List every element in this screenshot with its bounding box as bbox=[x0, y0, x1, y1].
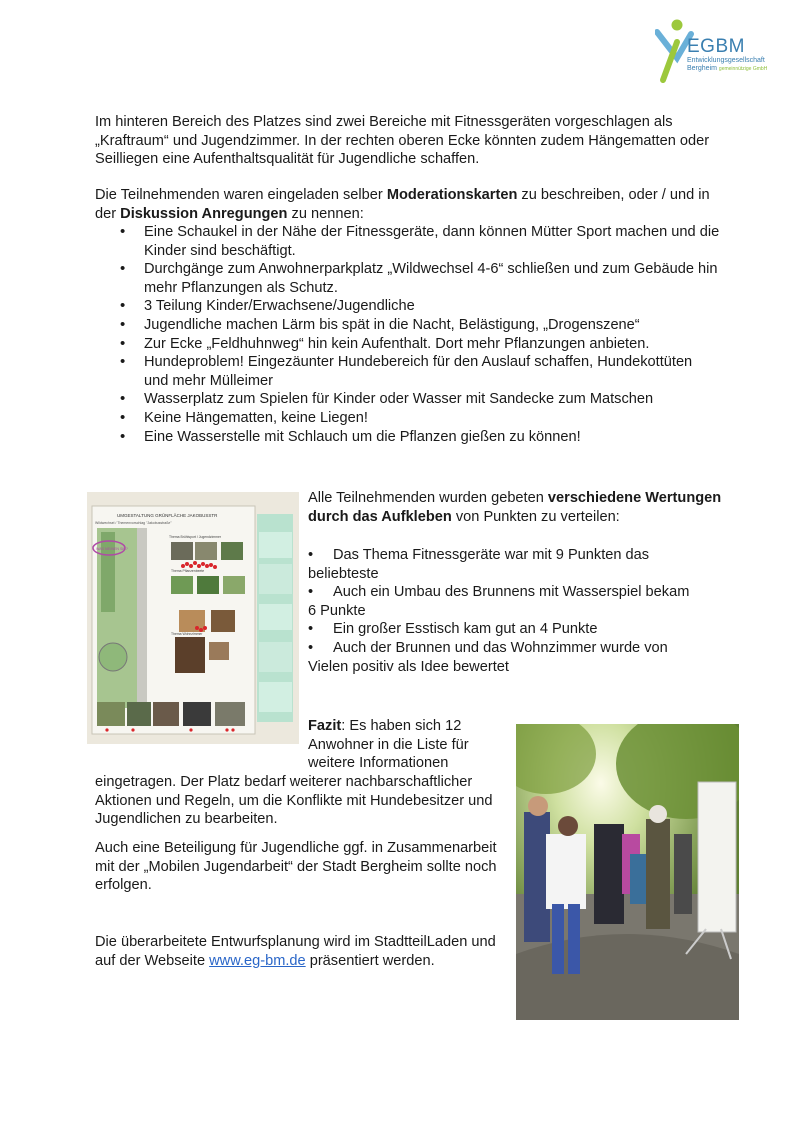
list-item: • Keine Hängematten, keine Liegen! bbox=[120, 409, 720, 428]
poster-subtitle: Wildwechsel / Themenvorschlag "Jakobusstraße" bbox=[95, 521, 172, 525]
logo-line2: Bergheim gemeinnützige GmbH bbox=[687, 65, 768, 72]
logo-line1: Entwicklungsgesellschaft bbox=[687, 57, 765, 64]
poster-sticker: WAS MEINEN SIE? bbox=[96, 547, 128, 551]
list-item: • Wasserplatz zum Spielen für Kinder oder Wasser mit Sandecke zum Matschen bbox=[120, 390, 720, 409]
participants-photo bbox=[516, 724, 739, 1020]
closing-paragraph: Die überarbeitete Entwurfsplanung wird im StadtteilLaden und auf der Webseite www.eg-bm.de präsentiert werden. bbox=[95, 934, 496, 969]
poster-title: UMGESTALTUNG GRÜNFLÄCHE JAKOBUSSTR bbox=[117, 513, 218, 518]
list-item: • Jugendliche machen Lärm bis spät in die Nacht, Belästigung, „Drogenszene“ bbox=[120, 316, 720, 335]
youth-paragraph: Auch eine Beteiligung für Jugendliche ggf. in Zusammenarbeit mit der „Mobilen Jugendarbeit“ der Stadt Bergheim sollte noch erfolgen. bbox=[95, 840, 497, 894]
logo-text bbox=[687, 37, 767, 73]
list-item: • Eine Schaukel in der Nähe der Fitnessgeräte, dann können Mütter Sport machen und die Kinder sind beschäftigt. bbox=[120, 223, 720, 260]
list-item: • Zur Ecke „Feldhuhnweg“ hin kein Aufenthalt. Dort mehr Pflanzungen anbieten. bbox=[120, 335, 720, 354]
logo-name: EGBM bbox=[687, 36, 745, 57]
invite-paragraph: Die Teilnehmenden waren eingeladen selber Moderationskarten zu beschreiben, oder / und in der Diskussion Anregungen zu nennen: bbox=[95, 187, 710, 222]
poster-label: Thema Pflanzenbeete bbox=[171, 569, 205, 573]
intro-paragraph: Im hinteren Bereich des Platzes sind zwei Bereiche mit Fitnessgeräten vorgeschlagen als „Kraftraum“ und Jugendzimmer. In der rechten oberen Ecke könnten zudem Hängematten oder Seilliegen eine Aufenthaltsqualität für Jugendliche schaffen. bbox=[95, 114, 710, 168]
results-list bbox=[308, 546, 718, 676]
list-item: • Auch ein Umbau des Brunnens mit Wasserspiel bekam 6 Punkte bbox=[308, 583, 718, 620]
fazit-label: Fazit bbox=[308, 718, 342, 734]
poster-label: Thema Wohnzimmer bbox=[171, 632, 203, 636]
poster-photo bbox=[87, 492, 299, 744]
list-item: • Hundeproblem! Eingezäunter Hundebereich für den Auslauf schaffen, Hundekottüten und mehr Mülleimer bbox=[120, 353, 720, 390]
website-link[interactable]: www.eg-bm.de bbox=[209, 952, 306, 969]
poster-label: Thema Brühlsport / Jugendzimmer bbox=[169, 535, 222, 539]
list-item: • Das Thema Fitnessgeräte war mit 9 Punkten das beliebteste bbox=[308, 546, 718, 583]
fazit-paragraph: eingetragen. Der Platz bedarf weiterer nachbarschaftlicher Aktionen und Regeln, um die Konflikte mit Hundebesitzer und Jugendlichen zu bearbeiten. bbox=[95, 774, 493, 828]
suggestions-list bbox=[120, 223, 720, 446]
list-item: • Durchgänge zum Anwohnerparkplatz „Wildwechsel 4-6“ schließen und zum Gebäude hin mehr Pflanzungen als Schutz. bbox=[120, 260, 720, 297]
voting-paragraph: Alle Teilnehmenden wurden gebeten verschiedene Wertungen durch das Aufkleben von Punkten zu verteilen: bbox=[308, 490, 722, 525]
list-item: • Eine Wasserstelle mit Schlauch um die Pflanzen gießen zu können! bbox=[120, 428, 720, 447]
list-item: • Auch der Brunnen und das Wohnzimmer wurde von Vielen positiv als Idee bewertet bbox=[308, 639, 718, 676]
fazit-intro: Fazit: Es haben sich 12 Anwohner in die Liste für weitere Informationen bbox=[308, 718, 469, 772]
list-item: • Ein großer Esstisch kam gut an 4 Punkte bbox=[308, 620, 718, 639]
list-item: • 3 Teilung Kinder/Erwachsene/Jugendliche bbox=[120, 297, 720, 316]
